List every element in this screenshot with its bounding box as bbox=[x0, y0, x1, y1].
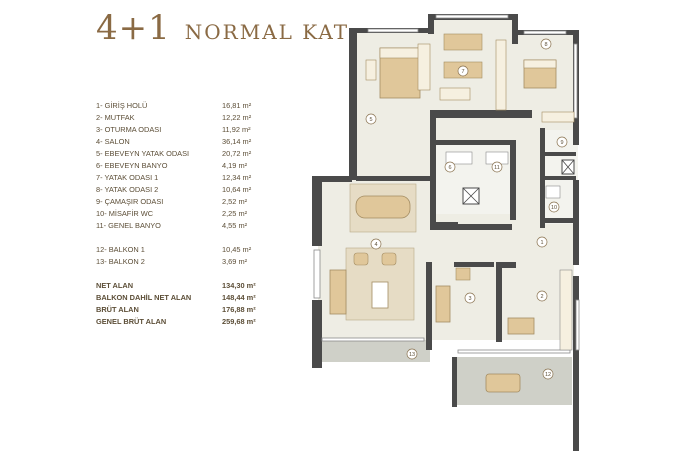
room-area: 2,25 m² bbox=[222, 209, 248, 218]
balcony-table bbox=[486, 374, 520, 392]
kitchen-counter bbox=[560, 270, 572, 350]
room-area: 12,22 m² bbox=[222, 113, 252, 122]
total-area: 259,68 m² bbox=[222, 317, 256, 326]
room-label: 4- SALON bbox=[96, 137, 130, 146]
total-area: 148,44 m² bbox=[222, 293, 256, 302]
room-number: 9 bbox=[560, 140, 564, 146]
kitchen-table bbox=[508, 318, 534, 334]
room-label: 10- MİSAFİR WC bbox=[96, 209, 154, 218]
room-number: 8 bbox=[544, 42, 548, 48]
oturma-sofa bbox=[436, 286, 450, 322]
room-number: 2 bbox=[540, 294, 544, 300]
room-number: 13 bbox=[408, 352, 416, 358]
title-text: NORMAL KAT bbox=[184, 20, 350, 44]
room-label: 7- YATAK ODASI 1 bbox=[96, 173, 159, 182]
room-label: 3- OTURMA ODASI bbox=[96, 125, 162, 134]
room-number: 1 bbox=[540, 240, 544, 246]
room-number: 12 bbox=[544, 372, 552, 378]
total-label: GENEL BRÜT ALAN bbox=[96, 317, 167, 326]
total-area: 176,88 m² bbox=[222, 305, 256, 314]
room-number: 7 bbox=[461, 69, 465, 75]
balcony-area: 3,69 m² bbox=[222, 257, 248, 266]
room-area: 2,52 m² bbox=[222, 197, 248, 206]
total-area: 134,30 m² bbox=[222, 281, 256, 290]
total-label: BALKON DAHİL NET ALAN bbox=[96, 293, 192, 302]
room-label: 9- ÇAMAŞIR ODASI bbox=[96, 197, 164, 206]
room-label: 5- EBEVEYN YATAK ODASI bbox=[96, 149, 190, 158]
bed-1-upper bbox=[444, 34, 482, 50]
room-area: 36,14 m² bbox=[222, 137, 252, 146]
room-number: 5 bbox=[369, 117, 373, 123]
room-number: 4 bbox=[374, 242, 378, 248]
room-area: 12,34 m² bbox=[222, 173, 252, 182]
room-number: 3 bbox=[468, 296, 472, 302]
room-label: 11- GENEL BANYO bbox=[96, 221, 161, 230]
dining-table bbox=[356, 196, 410, 218]
total-label: BRÜT ALAN bbox=[96, 305, 139, 314]
coffee-table bbox=[372, 282, 388, 308]
balcony-area: 10,45 m² bbox=[222, 245, 252, 254]
room-area: 10,64 m² bbox=[222, 185, 252, 194]
room-number: 6 bbox=[448, 165, 452, 171]
room-label: 2- MUTFAK bbox=[96, 113, 135, 122]
room-area: 4,19 m² bbox=[222, 161, 248, 170]
room-label: 8- YATAK ODASI 2 bbox=[96, 185, 159, 194]
balcony-label: 13- BALKON 2 bbox=[96, 257, 145, 266]
room-number: 10 bbox=[550, 205, 558, 211]
balcony-label: 12- BALKON 1 bbox=[96, 245, 145, 254]
room-area: 11,92 m² bbox=[222, 125, 251, 134]
room-label: 1- GİRİŞ HOLÜ bbox=[96, 101, 148, 110]
room-area: 4,55 m² bbox=[222, 221, 248, 230]
room-label: 6- EBEVEYN BANYO bbox=[96, 161, 168, 170]
room-number: 11 bbox=[494, 165, 500, 171]
sofa bbox=[330, 270, 346, 314]
room-area: 16,81 m² bbox=[222, 101, 252, 110]
room-area: 20,72 m² bbox=[222, 149, 252, 158]
title-number: 4+1 bbox=[96, 8, 171, 48]
total-label: NET ALAN bbox=[96, 281, 134, 290]
